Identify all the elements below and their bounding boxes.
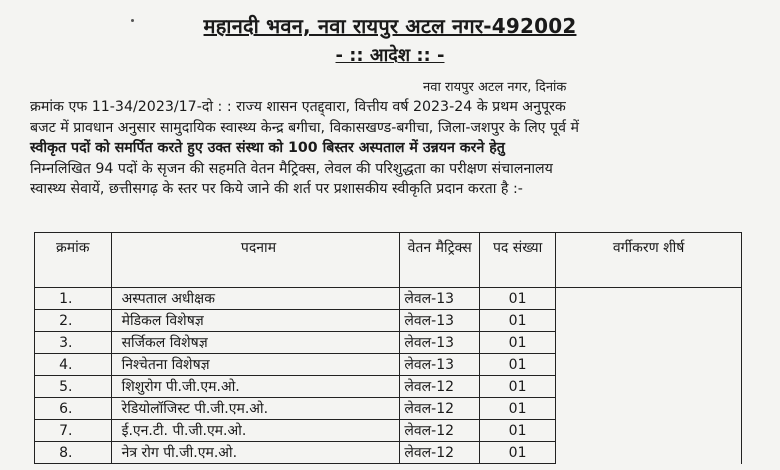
- place-date-line: नवा रायपुर अटल नगर, दिनांक: [423, 80, 567, 95]
- row-post-count: 01: [479, 442, 555, 464]
- row-serial-number: 5.: [35, 376, 112, 398]
- row-pay-level: लेवल-12: [400, 442, 480, 464]
- row-pay-level: लेवल-12: [400, 398, 480, 420]
- paragraph-line-3: स्वीकृत पदों को समर्पित करते हुए उक्त संस्था को 100 बिस्तर अस्पताल में उन्नयन करने हेतु: [30, 140, 505, 156]
- row-post-name: अस्पताल अधीक्षक: [111, 288, 400, 310]
- row-post-count: 01: [479, 310, 555, 332]
- table-row: [35, 288, 742, 310]
- paragraph-line-2: बजट में प्रावधान अनुसार सामुदायिक स्वास्थ्य केन्द्र बगीचा, विकासखण्ड-बगीचा, जिला-जशपुर के लिए पूर्व में: [30, 119, 579, 136]
- row-pay-level: लेवल-13: [400, 310, 480, 332]
- row-serial-number: 2.: [35, 310, 112, 332]
- posts-table: [34, 232, 742, 464]
- row-pay-level: लेवल-13: [400, 354, 480, 376]
- row-serial-number: 3.: [35, 332, 112, 354]
- header-post-name: पदनाम: [111, 233, 400, 288]
- header-serial-number: क्रमांक: [35, 233, 112, 288]
- header-post-count: पद संख्या: [479, 233, 555, 288]
- row-serial-number: 7.: [35, 420, 112, 442]
- row-post-count: 01: [479, 376, 555, 398]
- row-post-name: निश्चेतना विशेषज्ञ: [111, 354, 400, 376]
- classification-cell: [556, 288, 742, 464]
- paragraph-line-1: क्रमांक एफ 11-34/2023/17-दो : : राज्य शासन एतद्द्वारा, वित्तीय वर्ष 2023-24 के प्रथम अनुपूरक: [30, 99, 566, 115]
- order-paragraph: [30, 97, 758, 200]
- paragraph-line-5: स्वास्थ्य सेवायें, छत्तीसगढ़ के स्तर पर किये जाने की शर्त पर प्रशासकीय स्वीकृति प्रदान करता है :-: [30, 181, 523, 197]
- row-post-name: रेडियोलॉजिस्ट पी.जी.एम.ओ.: [111, 398, 400, 420]
- row-pay-level: लेवल-13: [400, 288, 480, 310]
- row-post-name: सर्जिकल विशेषज्ञ: [111, 332, 400, 354]
- row-post-name: ई.एन.टी. पी.जी.एम.ओ.: [111, 420, 400, 442]
- paragraph-line-4: निम्नलिखित 94 पदों के सृजन की सहमति वेतन मैट्रिक्स, लेवल की परिशुद्धता का परीक्षण संचालनालय: [30, 160, 553, 177]
- header-pay-matrix: वेतन मैट्रिक्स: [400, 233, 480, 288]
- office-address: महानदी भवन, नवा रायपुर अटल नगर-492002: [203, 14, 577, 38]
- row-post-name: नेत्र रोग पी.जी.एम.ओ.: [111, 442, 400, 464]
- row-serial-number: 4.: [35, 354, 112, 376]
- table-header-row: [35, 233, 742, 288]
- order-title: - :: आदेश :: -: [335, 45, 445, 66]
- row-post-count: 01: [479, 354, 555, 376]
- row-post-count: 01: [479, 332, 555, 354]
- row-post-count: 01: [479, 420, 555, 442]
- header-classification: वर्गीकरण शीर्ष: [556, 233, 742, 288]
- row-pay-level: लेवल-12: [400, 376, 480, 398]
- row-serial-number: 8.: [35, 442, 112, 464]
- row-post-count: 01: [479, 398, 555, 420]
- row-post-count: 01: [479, 288, 555, 310]
- row-post-name: शिशुरोग पी.जी.एम.ओ.: [111, 376, 400, 398]
- row-post-name: मेडिकल विशेषज्ञ: [111, 310, 400, 332]
- row-serial-number: 1.: [35, 288, 112, 310]
- row-pay-level: लेवल-13: [400, 332, 480, 354]
- row-serial-number: 6.: [35, 398, 112, 420]
- row-pay-level: लेवल-12: [400, 420, 480, 442]
